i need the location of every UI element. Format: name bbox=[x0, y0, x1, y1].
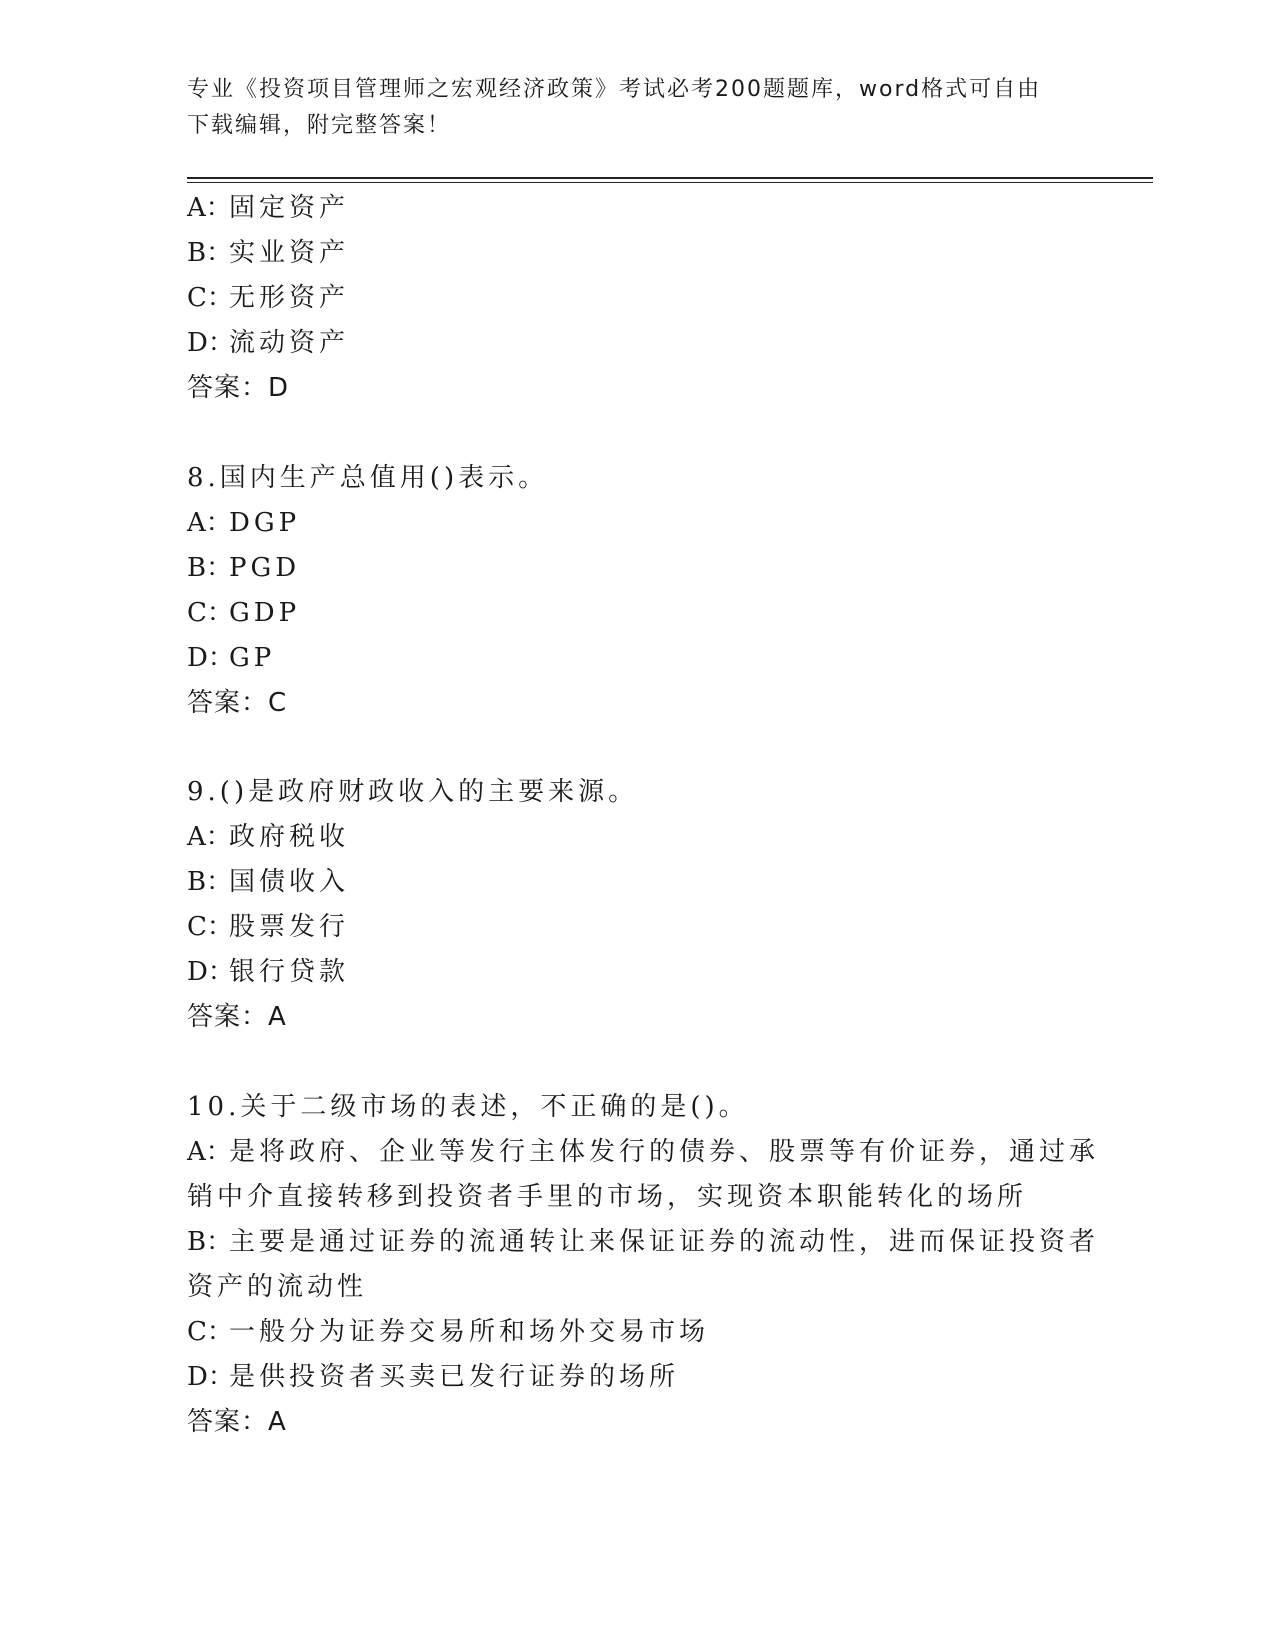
q7-option-a bbox=[187, 191, 349, 225]
option-key: A： bbox=[187, 1137, 232, 1167]
q10-option-c bbox=[187, 1315, 709, 1349]
option-key: D： bbox=[187, 328, 234, 358]
q9-answer: 答案：A bbox=[187, 1002, 287, 1032]
option-text: DGP bbox=[229, 508, 301, 538]
option-key: C： bbox=[187, 283, 233, 313]
q7-option-d bbox=[187, 326, 349, 360]
option-key: B： bbox=[187, 867, 233, 897]
option-text: 实业资产 bbox=[229, 238, 350, 268]
q9-option-b bbox=[187, 865, 349, 899]
option-text: 是供投资者买卖已发行证券的场所 bbox=[229, 1362, 680, 1392]
q10-option-b bbox=[187, 1225, 1099, 1259]
q8-option-d bbox=[187, 641, 275, 675]
option-text: 无形资产 bbox=[229, 283, 350, 313]
option-text: GP bbox=[229, 643, 276, 673]
q8-option-b bbox=[187, 551, 300, 585]
option-key: B： bbox=[187, 238, 233, 268]
header-line-2: 下载编辑，附完整答案！ bbox=[187, 113, 452, 138]
q10-answer: 答案：A bbox=[187, 1407, 287, 1437]
option-key: C： bbox=[187, 598, 233, 628]
q7-answer: 答案：D bbox=[187, 373, 290, 403]
q9-option-d bbox=[187, 955, 349, 989]
option-text: 股票发行 bbox=[229, 912, 350, 942]
option-text: 主要是通过证券的流通转让来保证证券的流动性，进而保证投资者 bbox=[229, 1227, 1100, 1257]
option-text: 一般分为证券交易所和场外交易市场 bbox=[229, 1317, 710, 1347]
q9-question: 9.()是政府财政收入的主要来源。 bbox=[187, 777, 639, 807]
option-key: B： bbox=[187, 553, 233, 583]
option-key: D： bbox=[187, 957, 234, 987]
q8-option-c bbox=[187, 596, 300, 630]
option-text: GDP bbox=[229, 598, 301, 628]
option-text: 国债收入 bbox=[229, 867, 350, 897]
option-text: 是将政府、企业等发行主体发行的债券、股票等有价证券，通过承 bbox=[229, 1137, 1100, 1167]
header-divider-thick bbox=[187, 177, 1153, 179]
q10-option-b-continued: 资产的流动性 bbox=[187, 1272, 368, 1302]
option-key: D： bbox=[187, 643, 234, 673]
q9-option-c bbox=[187, 910, 349, 944]
q7-option-b bbox=[187, 236, 349, 270]
option-text: 政府税收 bbox=[229, 822, 350, 852]
q9-option-a bbox=[187, 820, 349, 854]
option-key: C： bbox=[187, 1317, 233, 1347]
q7-option-c bbox=[187, 281, 349, 315]
option-key: C： bbox=[187, 912, 233, 942]
q10-question: 10.关于二级市场的表述，不正确的是()。 bbox=[187, 1092, 749, 1122]
q8-option-a bbox=[187, 506, 300, 540]
option-text: 流动资产 bbox=[229, 328, 350, 358]
q8-question: 8.国内生产总值用()表示。 bbox=[187, 463, 549, 493]
option-key: D： bbox=[187, 1362, 234, 1392]
q10-option-a-continued: 销中介直接转移到投资者手里的市场，实现资本职能转化的场所 bbox=[187, 1182, 1028, 1212]
option-key: A： bbox=[187, 822, 232, 852]
option-key: A： bbox=[187, 193, 232, 223]
q8-answer: 答案：C bbox=[187, 688, 288, 718]
option-text: PGD bbox=[229, 553, 301, 583]
document-header bbox=[187, 72, 1067, 144]
header-line-1: 专业《投资项目管理师之宏观经济政策》考试必考200题题库，word格式可自由 bbox=[187, 77, 1042, 102]
q10-option-a bbox=[187, 1135, 1099, 1169]
q10-option-d bbox=[187, 1360, 679, 1394]
option-key: A： bbox=[187, 508, 232, 538]
header-divider-thin bbox=[187, 182, 1153, 183]
option-key: B： bbox=[187, 1227, 233, 1257]
option-text: 固定资产 bbox=[229, 193, 350, 223]
option-text: 银行贷款 bbox=[229, 957, 350, 987]
